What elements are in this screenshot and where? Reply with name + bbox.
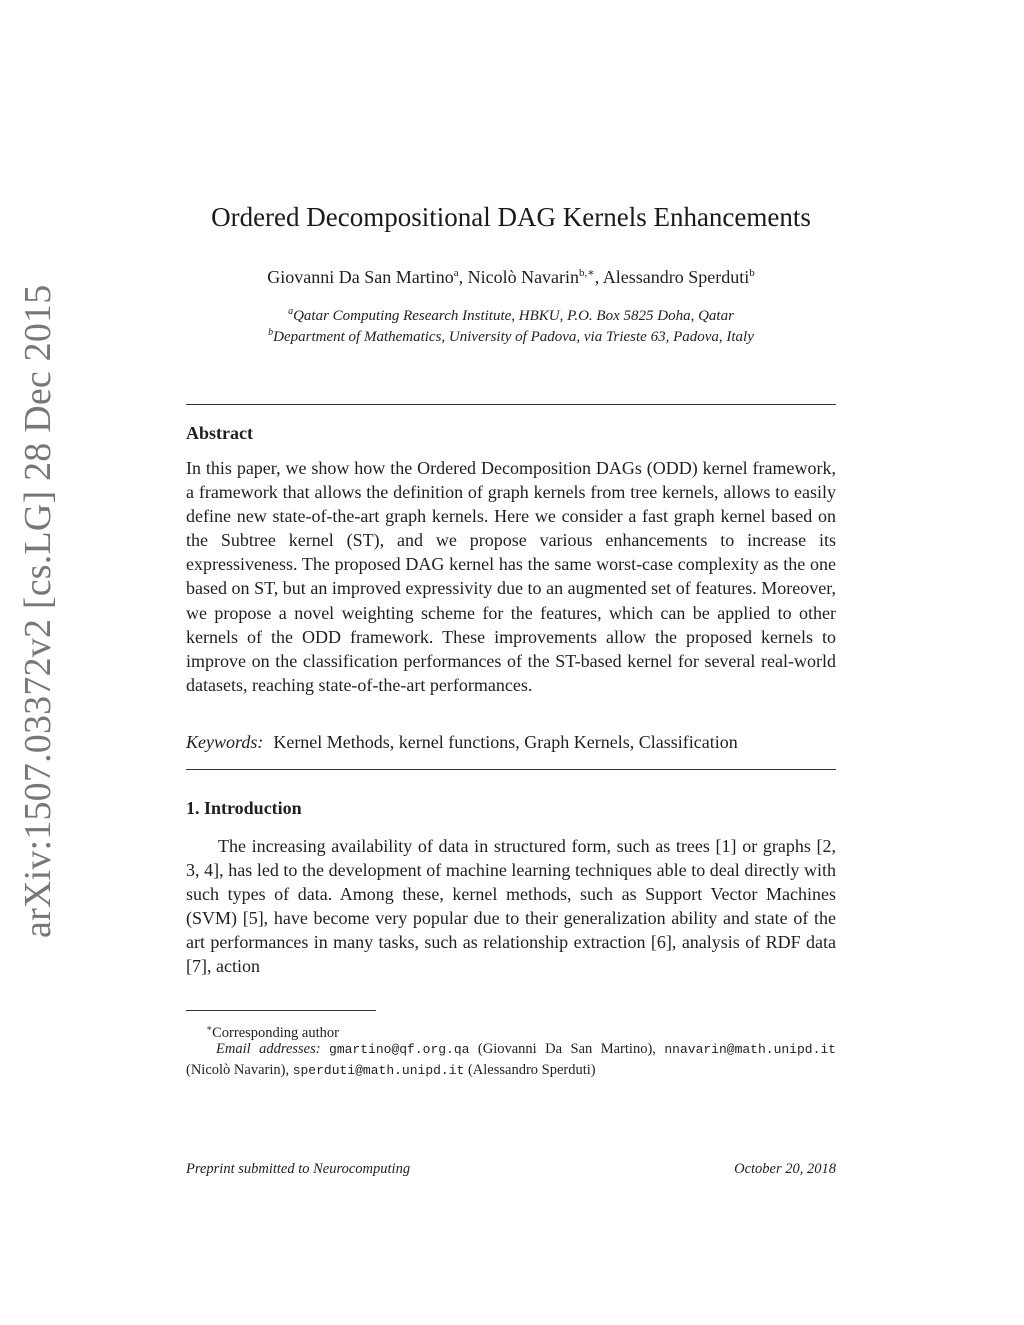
footer-date: October 20, 2018: [734, 1161, 836, 1177]
email-link[interactable]: sperduti@math.unipd.it: [292, 1063, 465, 1078]
footnote-rule: [186, 1010, 376, 1011]
footnote-corresponding-text: Corresponding author: [212, 1024, 339, 1041]
author-affiliation-mark: b: [749, 267, 755, 279]
keywords-label: Keywords:: [186, 732, 264, 752]
author-name: Nicolò Navarin: [467, 267, 580, 287]
abstract-heading: Abstract: [186, 423, 253, 443]
author-name: Alessandro Sperduti: [602, 267, 750, 287]
affiliation-text: Department of Mathematics, University of Padova, via Trieste 63, Padova, Italy: [273, 329, 754, 345]
affiliation-mark: b: [268, 327, 274, 338]
footnote-mark: ∗: [206, 1023, 213, 1033]
author-name: Giovanni Da San Martino: [267, 267, 454, 287]
affiliation-mark: a: [288, 306, 294, 317]
affiliation-b: [186, 327, 836, 346]
arxiv-side-stamp: arXiv:1507.03372v2 [cs.LG] 28 Dec 2015: [17, 284, 59, 938]
footnote-emails: [186, 1039, 836, 1081]
author-affiliation-mark: a: [453, 267, 459, 279]
abstract-top-rule: [186, 404, 836, 405]
keywords-line: [186, 732, 836, 753]
email-owner: (Nicolò Navarin),: [186, 1062, 290, 1078]
email-link[interactable]: nnavarin@math.unipd.it: [664, 1042, 836, 1057]
email-link[interactable]: gmartino@qf.org.qa: [329, 1042, 470, 1057]
keywords-text: Kernel Methods, kernel functions, Graph Kernels, Classification: [273, 732, 738, 752]
author-affiliation-mark: b,∗: [579, 267, 595, 279]
author-list: Giovanni Da San Martino$^a$, Nicolò Navarin$^{b,∗}$, Alessandro Sperduti$^b$: [267, 267, 755, 287]
footer-preprint-note: Preprint submitted to Neurocomputing: [186, 1161, 411, 1177]
paper-title: Ordered Decompositional DAG Kernels Enhancements: [211, 202, 811, 232]
email-owner: (Alessandro Sperduti): [467, 1062, 596, 1078]
email-owner: (Giovanni Da San Martino),: [477, 1041, 656, 1057]
introduction-text: The increasing availability of data in structured form, such as trees [1] or graphs [2, 3, 4], has led to the development of machine learning techniques able to deal directly with such types of data. Among these, kernel methods, such as Support Vector Machines (SVM) [5], have become very popular due to their generalization ability and state of the art performances in many tasks, such as relationship extraction [6], analysis of RDF data [7], action: [186, 836, 836, 977]
affiliation-a: [186, 306, 836, 325]
affiliation-text: Qatar Computing Research Institute, HBKU, P.O. Box 5825 Doha, Qatar: [293, 308, 734, 324]
introduction-heading: 1. Introduction: [186, 798, 302, 818]
abstract-bottom-rule: [186, 769, 836, 770]
abstract-text: In this paper, we show how the Ordered Decomposition DAGs (ODD) kernel framework, a framework that allows the definition of graph kernels from tree kernels, allows to easily define new state-of-the-art graph kernels. Here we consider a fast graph kernel based on the Subtree kernel (ST), and we propose various enhancements to increase its expressiveness. The proposed DAG kernel has the same worst-case complexity as the one based on ST, but an improved expressivity due to an augmented set of features. Moreover, we propose a novel weighting scheme for the features, which can be applied to other kernels of the ODD framework. These improvements allow the proposed kernels to improve on the classification performances of the ST-based kernel for several real-world datasets, reaching state-of-the-art performances.: [186, 458, 836, 695]
email-label: Email addresses:: [216, 1041, 321, 1057]
